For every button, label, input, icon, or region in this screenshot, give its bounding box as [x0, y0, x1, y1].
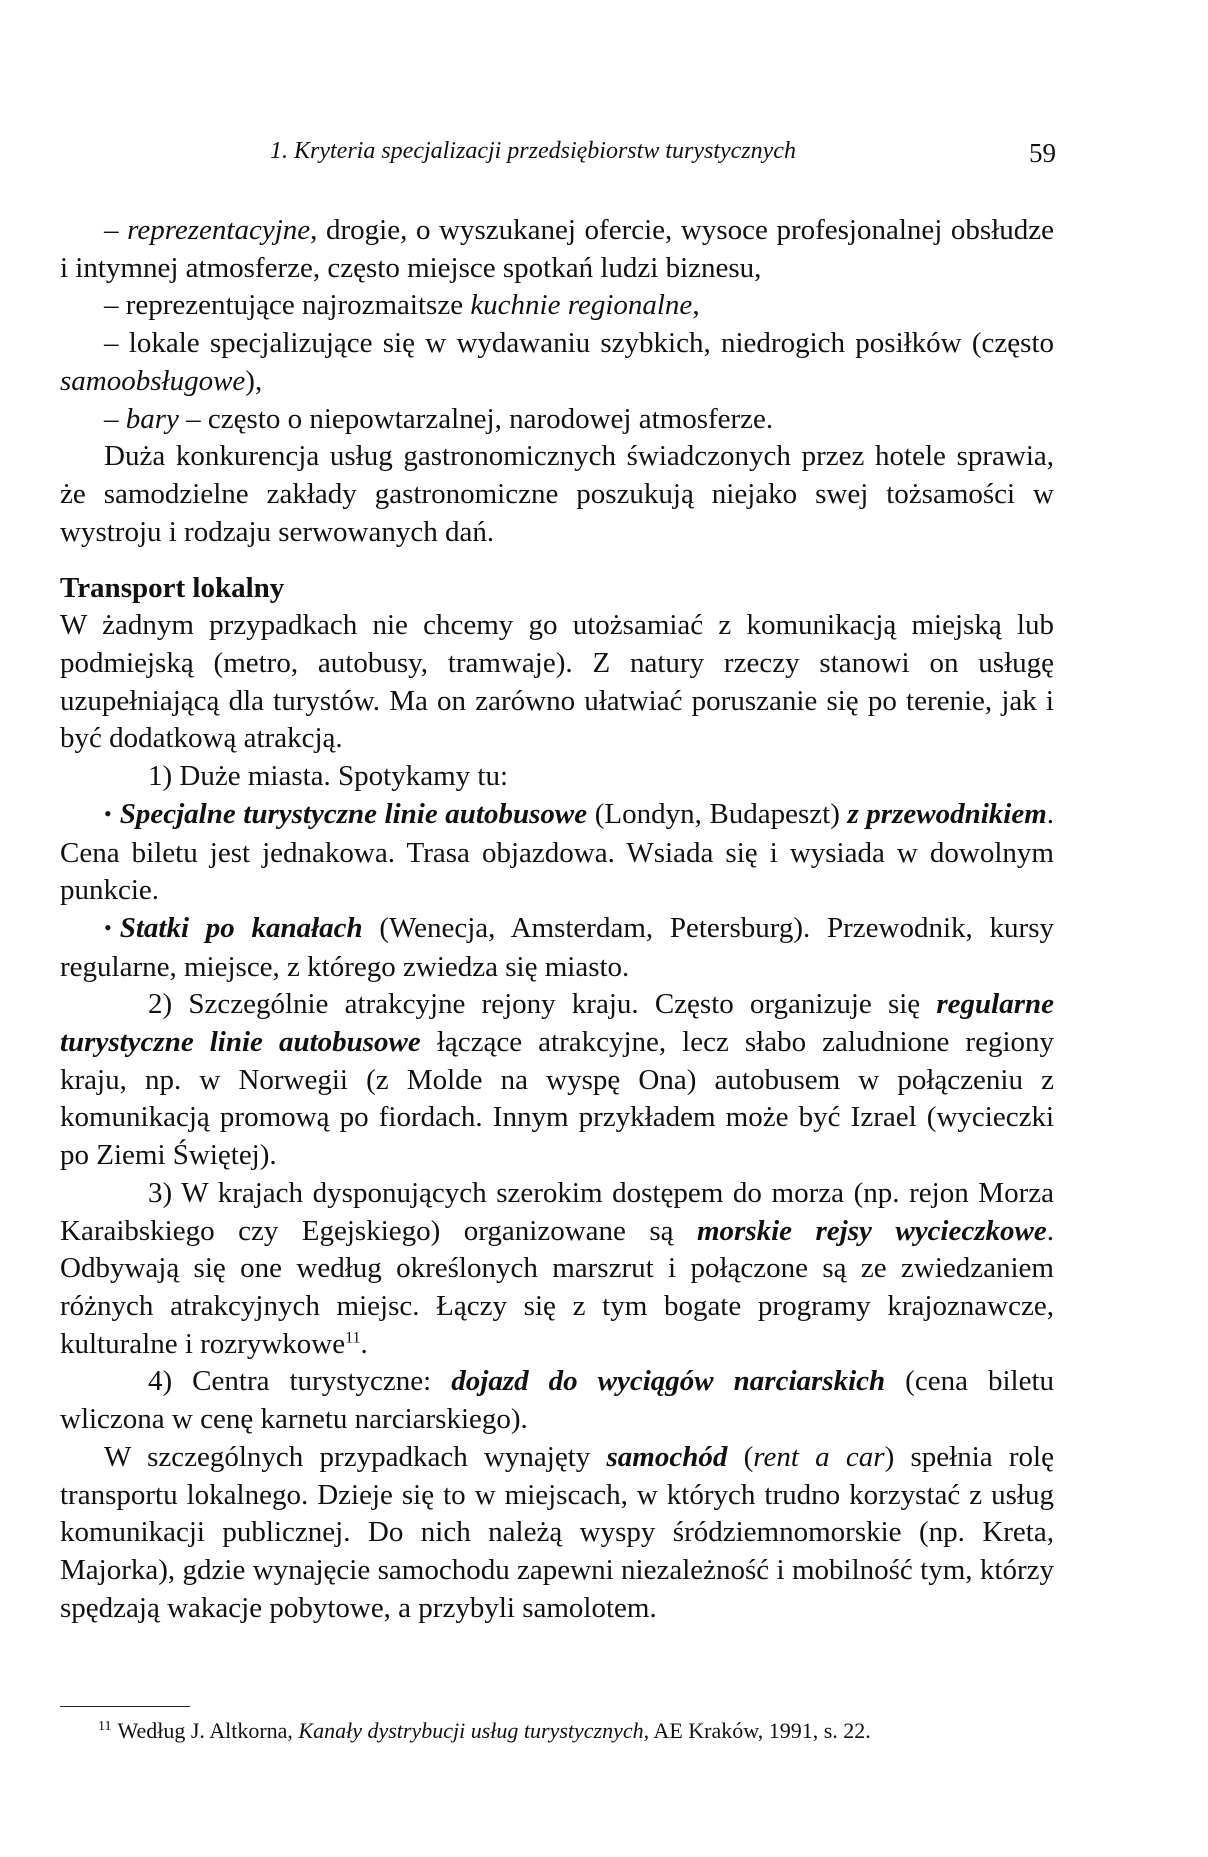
paragraph: W szczególnych przypadkach wynajęty samochód (rent a car) spełnia rolę transportu lokalnego. Dzieje się to w miejscach, w których trudno korzystać z usług komunikacji publicznej. Do nich należą wyspy śródziemnomorskie (np. Kreta, Majorka), gdzie wynajęcie samochodu zapewni niezależność i mobilność tym, którzy spędzają wakacje pobytowe, a przybyli samolotem. — [60, 1440, 1054, 1624]
bullet-icon: • — [104, 914, 112, 940]
list-item: – bary – często o niepowtarzalnej, narodowej atmosferze. — [104, 402, 774, 435]
emphasis: rent a car — [753, 1440, 885, 1473]
emphasis: Specjalne turystyczne linie autobusowe — [119, 797, 588, 830]
bullet-item: • Specjalne turystyczne linie autobusowe (Londyn, Budapeszt) z przewodnikiem. Cena biletu jest jednakowa. Trasa objazdowa. Wsiada się i wysiada w dowolnym punkcie. — [60, 797, 1055, 907]
page-number: 59 — [1029, 138, 1056, 168]
emphasis: kuchnie regionalne — [470, 289, 693, 322]
emphasis: samoobsługowe — [60, 364, 246, 397]
list-item: – lokale specjalizujące się w wydawaniu szybkich, niedrogich posiłków (często samoobsługowe), — [60, 327, 1055, 397]
paragraph: Duża konkurencja usług gastronomicznych świadczonych przez hotele sprawia, że samodzielne zakłady gastronomiczne poszukują niejako swej tożsamości w wystroju i rodzaju serwowanych dań. — [60, 440, 1054, 548]
section-heading: Transport lokalny — [60, 572, 285, 605]
emphasis: regularne turystyczne linie autobusowe — [60, 988, 1054, 1059]
footnote-ref: 11 — [345, 1329, 361, 1347]
emphasis: samochód — [606, 1440, 728, 1473]
emphasis: bary — [125, 402, 179, 435]
page-body — [60, 212, 1054, 1627]
emphasis: dojazd do wyciągów narciarskich — [451, 1365, 886, 1398]
bullet-icon: • — [104, 800, 112, 826]
running-title: 1. Kryteria specjalizacji przedsiębiorstw turystycznych — [270, 138, 796, 164]
emphasis: Kanały dystrybucji usług turystycznych — [298, 1718, 644, 1743]
emphasis: z przewodnikiem — [847, 797, 1047, 830]
emphasis: morskie rejsy wycieczkowe — [696, 1214, 1047, 1247]
footnote-number: 11 — [98, 1718, 112, 1734]
numbered-point: 2) Szczególnie atrakcyjne rejony kraju. Często organizuje się regularne turystyczne linie autobusowe łączące atrakcyjne, lecz słabo zaludnione regiony kraju, np. w Norwegii (z Molde na wyspę Ona) autobusem w połączeniu z komunikacją promową po fiordach. Innym przykładem może być Izrael (wycieczki po Ziemi Świętej). — [60, 988, 1054, 1172]
numbered-point: 4) Centra turystyczne: dojazd do wyciągów narciarskich (cena biletu wliczona w cenę karnetu narciarskiego). — [60, 1365, 1054, 1436]
numbered-point: 1) Duże miasta. Spotykamy tu: — [148, 760, 509, 793]
emphasis: reprezentacyjne — [127, 214, 311, 246]
footnote: $^{11}$ Według J. Altkorna, Kanały dystrybucji usług turystycznych, AE Kraków, 1991, s. 22. — [98, 1718, 871, 1743]
numbered-point: 3) W krajach dysponujących szerokim dostępem do morza (np. rejon Morza Karaibskiego czy Egejskiego) organizowane są morskie rejsy wycieczkowe. Odbywają się one według określonych marszrut i połączone są ze zwiedzaniem różnych atrakcyjnych miejsc. Łączy się z tym bogate programy krajoznawcze, kulturalne i rozrywkowe$^{11}$. — [60, 1176, 1054, 1360]
bullet-item: • Statki po kanałach (Wenecja, Amsterdam, Petersburg). Przewodnik, kursy regularne, miejsce, z którego zwiedza się miasto. — [60, 911, 1054, 983]
list-item: – reprezentujące najrozmaitsze kuchnie regionalne, — [104, 289, 700, 322]
emphasis: Statki po kanałach — [119, 911, 363, 944]
page-header — [60, 138, 1056, 178]
list-item: – reprezentacyjne, drogie, o wyszukanej ofercie, wysoce profesjonalnej obsłudze i intymnej atmosferze, często miejsce spotkań ludzi biznesu, — [60, 214, 1055, 284]
footnote-divider — [60, 1706, 190, 1707]
paragraph: W żadnym przypadkach nie chcemy go utożsamiać z komunikacją miejską lub podmiejską (metro, autobusy, tramwaje). Z natury rzeczy stanowi on usługę uzupełniającą dla turystów. Ma on zarówno ułatwiać poruszanie się po terenie, jak i być dodatkową atrakcją. — [60, 609, 1054, 755]
